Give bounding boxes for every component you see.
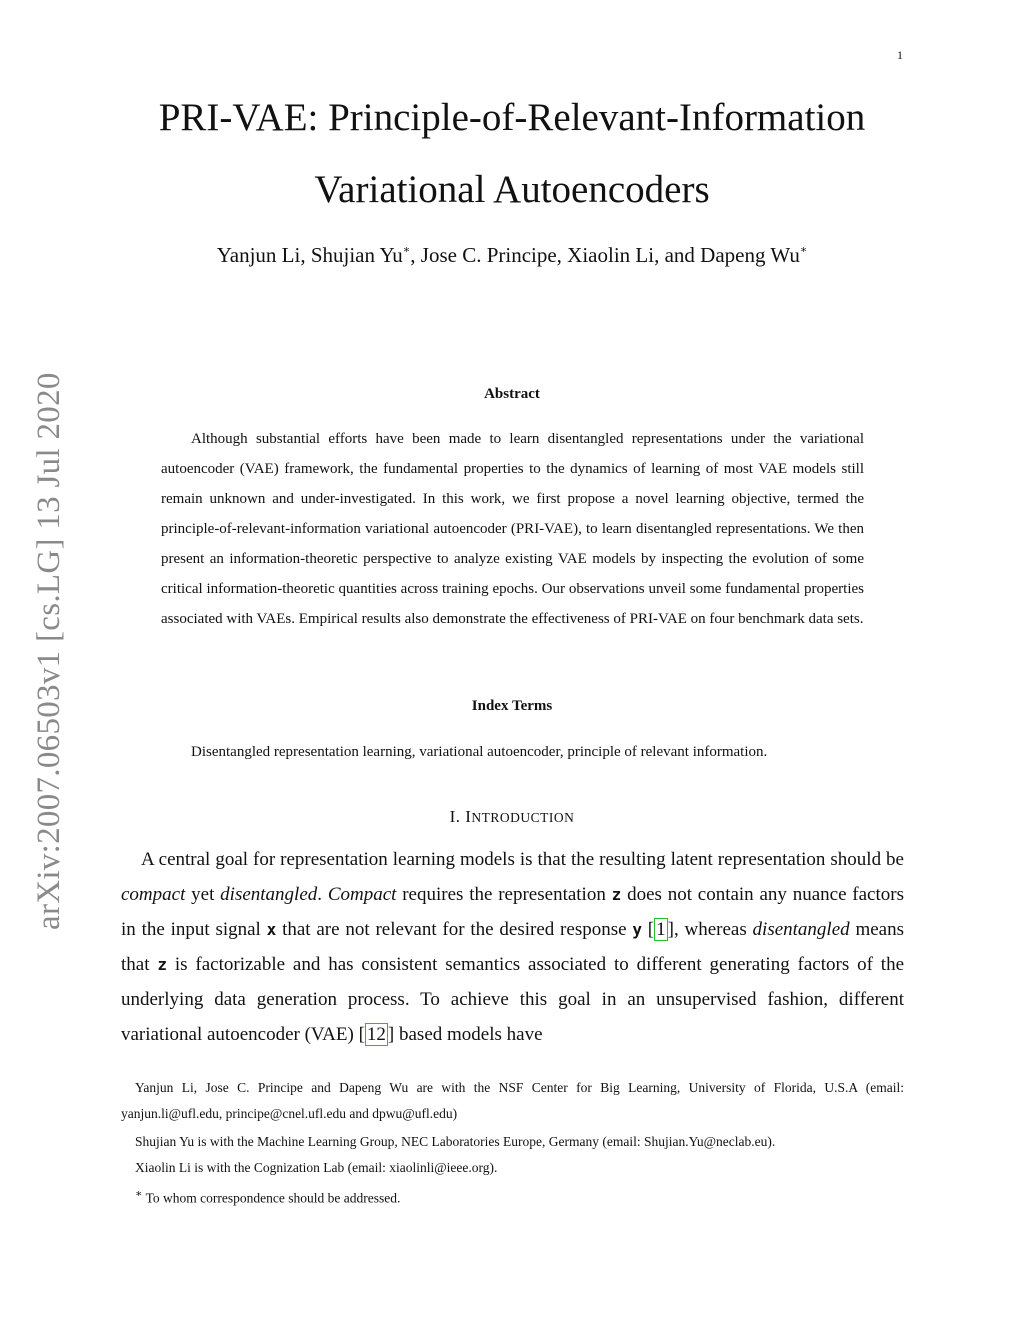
citation-link-1[interactable]: 1	[656, 919, 666, 940]
corresponding-mark-1: ∗	[402, 244, 411, 256]
intro-emphasis: disentangled	[220, 884, 318, 905]
abstract-heading: Abstract	[484, 386, 540, 402]
abstract-text: Although substantial efforts have been made to learn disentangled representations under the variational autoencoder (VAE) framework, the fundamental properties to the dynamics of learning of most VAE models still remain unknown and under-investigated. In this work, we first propose a novel learning objective, termed the principle-of-relevant-information variational autoencoder (PRI-VAE), to learn disentangled representations. We then present an information-theoretic perspective to analyze existing VAE models by inspecting the evolution of some critical information-theoretic quantities across training epochs. Our observations unveil some fundamental properties associated with VAEs. Empirical results also demonstrate the effectiveness of PRI-VAE on four benchmark data sets.	[161, 431, 864, 627]
intro-text: does not contain any nuance factors in the input signal	[121, 884, 904, 940]
intro-text: .	[317, 884, 328, 905]
page-number: 1	[897, 48, 903, 62]
intro-text: ], whereas	[667, 919, 753, 940]
intro-text: that are not relevant for the desired response	[276, 919, 633, 940]
authors-part-1: Yanjun Li, Shujian Yu	[216, 243, 403, 267]
section-title-rest: NTRODUCTION	[471, 810, 575, 825]
math-symbol-z: z	[611, 885, 622, 904]
intro-text: [	[641, 919, 655, 940]
author-list	[0, 243, 1024, 268]
footnote-affiliation-1: Yanjun Li, Jose C. Principe and Dapeng Wu are with the NSF Center for Big Learning, University of Florida, U.S.A (email: yanjun.li@ufl.edu, principe@cnel.ufl.edu and dpwu@ufl.edu)	[121, 1080, 904, 1121]
math-symbol-y: y	[632, 920, 642, 939]
intro-text: is factorizable and has consistent semantics associated to different generating factors of the underlying data generation process. To achieve this goal in an unsupervised fashion, different variational autoencoder (VAE) [	[121, 954, 904, 1045]
intro-text: requires the representation	[396, 884, 612, 905]
section-numeral: I.	[449, 807, 466, 826]
section-first-letter: I	[465, 807, 472, 826]
index-terms-heading: Index Terms	[471, 698, 553, 714]
math-symbol-z: z	[157, 955, 167, 974]
intro-text: means that	[121, 919, 904, 975]
footnote-affiliation-2: Shujian Yu is with the Machine Learning Group, NEC Laboratories Europe, Germany (email: Shujian.Yu@neclab.eu).	[135, 1134, 776, 1149]
correspondence-text: To whom correspondence should be addressed.	[142, 1190, 401, 1206]
footnote-correspondence	[135, 1181, 918, 1212]
paper-title-line-1: PRI-VAE: Principle-of-Relevant-Information	[158, 96, 866, 139]
intro-emphasis: disentangled	[752, 919, 850, 940]
corresponding-mark-2: ∗	[799, 244, 808, 256]
authors-part-2: , Jose C. Principe, Xiaolin Li, and Dapeng Wu	[410, 243, 800, 267]
intro-emphasis: Compact	[327, 884, 397, 905]
intro-emphasis: compact	[121, 884, 186, 905]
intro-text: ] based models have	[387, 1024, 543, 1045]
math-symbol-x: x	[266, 920, 277, 939]
citation-link-12[interactable]: 12	[366, 1024, 386, 1045]
section-heading-introduction	[0, 807, 1024, 827]
correspondence-mark: ∗	[135, 1188, 143, 1200]
footnote-affiliation-3: Xiaolin Li is with the Cognization Lab (email: xiaolinli@ieee.org).	[135, 1160, 498, 1175]
index-terms-text: Disentangled representation learning, variational autoencoder, principle of relevant information.	[191, 744, 768, 760]
introduction-paragraph	[121, 842, 904, 1052]
paper-title-line-2: Variational Autoencoders	[314, 168, 710, 211]
intro-text: yet	[185, 884, 221, 905]
arxiv-stamp: arXiv:2007.06503v1 [cs.LG] 13 Jul 2020	[31, 372, 67, 930]
intro-text: A central goal for representation learning models is that the resulting latent representation should be	[141, 849, 904, 870]
